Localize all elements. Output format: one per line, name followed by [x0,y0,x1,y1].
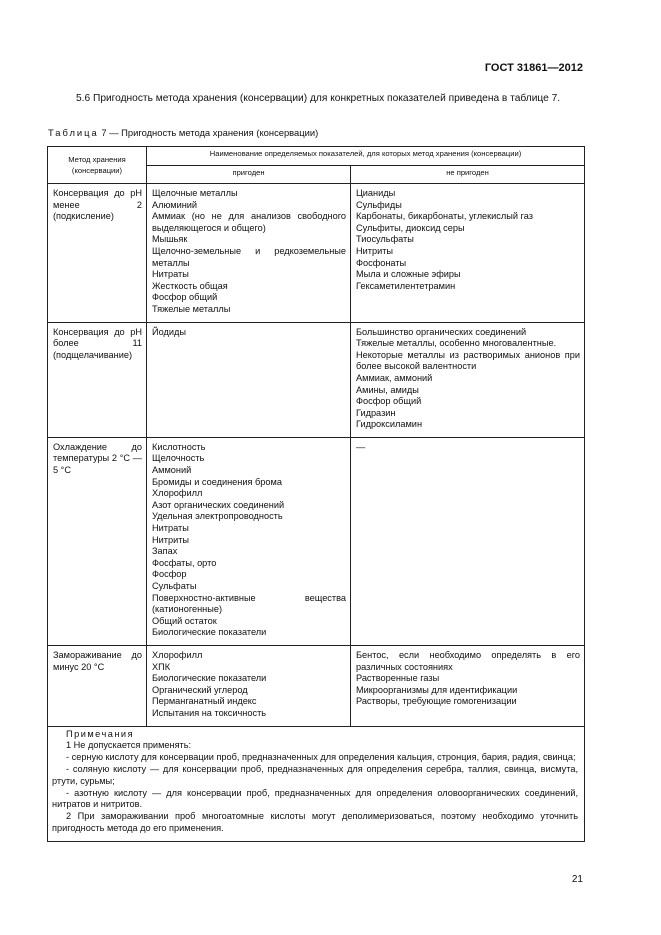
suitable-cell [147,322,351,437]
table-row [48,437,585,645]
note-line: 2 При замораживании проб многоатомные кислоты могут деполимеризоваться, поэтому необходимо уточнить пригодность метода до его применения. [52,811,579,833]
unsuitable-cell [351,322,585,437]
suitable-item: Удельная электропроводность [152,511,283,522]
unsuitable-item: Мыла и сложные эфиры [356,269,461,280]
table-caption-text: 7 — Пригодность метода хранения (консервации) [101,127,319,138]
suitable-item: Тяжелые металлы [152,303,231,314]
unsuitable-item: Аммиак, аммоний [356,372,433,383]
suitable-item: Биологические показатели [152,627,267,638]
unsuitable-item: Некоторые металлы из растворимых анионов при более высокой валентности [356,349,581,372]
unsuitable-item: Гидроксиламин [356,419,423,430]
suitable-item: Поверхностно-активные вещества (катионогенные) [152,592,346,615]
suitable-item: Хлорофилл [152,649,203,660]
table-row [48,184,585,323]
header-unsuitable: не пригоден [351,166,585,184]
suitable-item: Мышьяк [152,234,188,245]
unsuitable-item: Растворенные газы [356,673,440,684]
suitable-item: Жесткость общая [152,280,228,291]
unsuitable-item: Микроорганизмы для идентификации [356,684,518,695]
unsuitable-cell [351,645,585,726]
suitable-item: Кислотность [152,441,206,452]
table-notes [48,726,585,841]
suitable-item: Нитраты [152,523,189,534]
suitable-item: Алюминий [152,199,198,210]
unsuitable-item: Фосфонаты [356,257,407,268]
note-line: - соляную кислоту — для консервации проб, предназначенных для определения серебра, таллия, свинца, висмута, ртути, сурьмы; [52,763,579,786]
suitable-item: Азот органических соединений [152,499,285,510]
unsuitable-item: Карбонаты, бикарбонаты, углекислый газ [356,211,533,222]
suitable-item: Хлорофилл [152,488,203,499]
suitable-item: ХПК [152,661,171,672]
unsuitable-item: Тиосульфаты [356,234,414,245]
suitable-item: Аммиак (но не для анализов свободного выделяющегося и общего) [152,211,346,233]
suitable-item: Фосфор [152,569,187,580]
unsuitable-item: — [356,441,366,452]
header-method: Метод хранения (консервации) [48,147,147,184]
method-cell: Замораживание до минус 20 °С [48,645,147,726]
storage-method-table [47,146,585,842]
table-row [48,645,585,726]
suitable-item: Щелочные металлы [152,188,238,198]
suitable-item: Запах [152,546,178,557]
page-number: 21 [571,874,583,885]
header-suitable: пригоден [147,166,351,184]
notes-title: Примечания [66,728,135,739]
unsuitable-item: Сульфиты, диоксид серы [356,222,465,233]
method-cell: Консервация до pH менее 2 (подкисление) [48,184,147,323]
suitable-item: Щелочность [152,453,205,464]
intro-paragraph: 5.6 Пригодность метода хранения (консервации) для конкретных показателей приведена в таблице 7. [76,93,561,104]
suitable-item: Аммоний [152,465,192,476]
standard-code: ГОСТ 31861—2012 [484,62,583,74]
unsuitable-cell [351,437,585,645]
method-cell: Охлаждение до температуры 2 °С — 5 °С [48,437,147,645]
note-line: - азотную кислоту — для консервации проб, предназначенных для определения оловоорганических соединений, нитратов и нитритов. [52,787,579,810]
unsuitable-item: Цианиды [356,188,396,198]
suitable-item: Нитраты [152,269,189,280]
table-caption-prefix: Таблица [48,127,99,138]
header-indicators: Наименование определяемых показателей, для которых метод хранения (консервации) [147,147,585,166]
suitable-cell [147,184,351,323]
suitable-cell [147,437,351,645]
unsuitable-item: Нитриты [356,245,394,256]
suitable-item: Йодиды [152,326,186,337]
unsuitable-item: Гексаметилентетрамин [356,280,456,291]
unsuitable-item: Растворы, требующие гомогенизации [356,696,517,707]
table-row [48,322,585,437]
table-caption [48,127,318,138]
suitable-item: Щелочно-земельные и редкоземельные металлы [152,245,346,268]
note-line: 1 Не допускается применять: [66,740,192,751]
unsuitable-cell [351,184,585,323]
suitable-item: Органический углерод [152,684,248,695]
unsuitable-item: Бентос, если необходимо определять в его различных состояниях [356,649,581,672]
suitable-item: Фосфор общий [152,292,218,303]
method-cell: Консервация до pH более 11 (подщелачивание) [48,322,147,437]
unsuitable-item: Большинство органических соединений [356,326,527,337]
suitable-item: Испытания на токсичность [152,707,267,718]
suitable-cell [147,645,351,726]
suitable-item: Фосфаты, орто [152,557,217,568]
unsuitable-item: Фосфор общий [356,396,422,407]
unsuitable-item: Тяжелые металлы, особенно многовалентные. [356,338,557,349]
unsuitable-item: Амины, амиды [356,384,419,395]
suitable-item: Нитриты [152,534,190,545]
note-line: - серную кислоту для консервации проб, предназначенных для определения кальция, стронция, бария, радия, свинца; [66,752,576,763]
suitable-item: Бромиды и соединения брома [152,476,282,487]
suitable-item: Перманганатный индекс [152,696,257,707]
unsuitable-item: Сульфиды [356,199,402,210]
suitable-item: Сульфаты [152,581,197,591]
suitable-item: Биологические показатели [152,673,267,684]
suitable-item: Общий остаток [152,615,217,626]
unsuitable-item: Гидразин [356,407,396,418]
